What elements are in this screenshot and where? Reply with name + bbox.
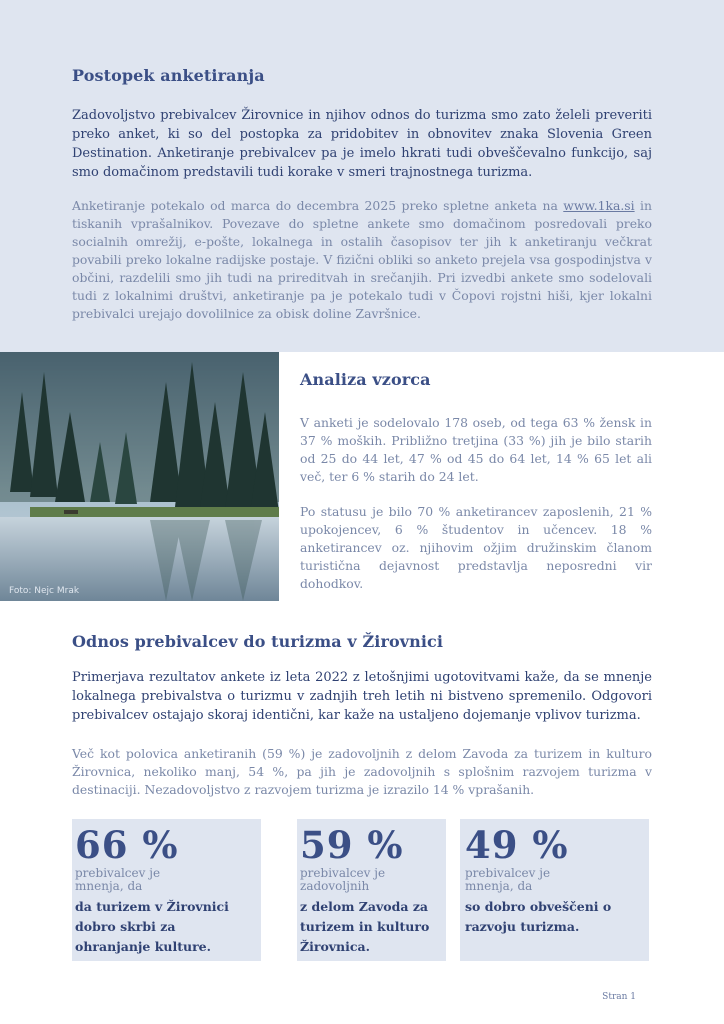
stat-value: 49 % — [465, 823, 569, 867]
stat-value: 59 % — [300, 823, 404, 867]
lake-forest-image — [0, 352, 279, 601]
method-text-before: Anketiranje potekalo od marca do decembra 2025 preko spletne anketa na — [72, 198, 564, 213]
stat-subtitle: prebivalcev je mnenja, da — [465, 866, 551, 893]
stat-card-zavod — [297, 819, 446, 961]
section-title-analiza: Analiza vzorca — [300, 370, 431, 389]
lake-photo — [0, 352, 279, 601]
stat-subtitle: prebivalcev je mnenja, da — [75, 866, 161, 893]
photo-credit: Foto: Nejc Mrak — [9, 586, 80, 596]
stat-card-culture — [72, 819, 261, 961]
method-paragraph — [72, 197, 652, 323]
satisfaction-paragraph: Več kot polovica anketiranih (59 %) je zadovoljnih z delom Zavoda za turizem in kulturo Žirovnica, nekoliko manj, 54 %, pa jih je zadovoljnih s splošnim razvojem turizma v destinaciji. Nezadovoljstvo z razvojem turizma je izrazilo 14 % vprašanih. — [72, 746, 652, 797]
stat-card-information — [460, 819, 649, 961]
comparison-paragraph: Primerjava rezultatov ankete iz leta 2022 z letošnjimi ugotovitvami kaže, da se mnenje lokalnega prebivalstva o turizmu v zadnjih treh letih ni bistveno spremenilo. Odgovori prebivalcev ostajajo skoraj identični, kar kaže na ustaljeno dojemanje vplivov turizma. — [72, 670, 652, 723]
section-title-postopek: Postopek anketiranja — [72, 66, 265, 85]
page-number: Stran 1 — [602, 992, 636, 1002]
intro-paragraph: Zadovoljstvo prebivalcev Žirovnice in njihov odnos do turizma smo zato želeli preveriti preko anket, ki so del postopka za pridobitev in obnovitev znaka Slovenia Green Destination. Anketiranje prebivalcev pa je imelo hkrati tudi obveščevalno funkcijo, saj smo domačinom predstavili tudi korake v smeri trajnostnega turizma. — [72, 108, 652, 180]
sample-paragraph-1: V anketi je sodelovalo 178 oseb, od tega 63 % žensk in 37 % moških. Približno tretjina (33 %) jih je bilo starih od 25 do 44 let, 47 % od 45 do 64 let, 14 % 65 let ali več, ter 6 % starih do 24 let. — [300, 415, 652, 484]
stat-statement: da turizem v Žirovnici dobro skrbi za ohranjanje kulture. — [75, 899, 229, 954]
stat-value: 66 % — [75, 823, 179, 867]
stat-statement: so dobro obveščeni o razvoju turizma. — [465, 899, 612, 934]
survey-link[interactable]: www.1ka.si — [563, 198, 635, 213]
section-title-odnos: Odnos prebivalcev do turizma v Žirovnici — [72, 632, 444, 651]
sample-paragraph-2: Po statusu je bilo 70 % anketirancev zaposlenih, 21 % upokojencev, 6 % študentov in učencev. 18 % anketirancev oz. njihovim ožjim družinskim članom turistična dejavnost predstavlja neposredni vir dohodkov. — [300, 504, 652, 591]
stat-subtitle: prebivalcev je zadovoljnih — [300, 866, 386, 893]
method-text-after: in tiskanih vprašalnikov. Povezave do spletne ankete smo domačinom posredovali preko socialnih omrežij, e-pošte, lokalnega in ostalih časopisov ter jih k anketiranju večkrat povabili preko lokalne radijske postaje. V fizični obliki so anketo prejela vsa gospodinjstva v občini, razdelili smo jih tudi na prireditvah in srečanjih. Pri izvedbi ankete smo sodelovali tudi z lokalnimi društvi, anketiranje pa je potekalo tudi v Čopovi rojstni hiši, kjer lokalni prebivalci urejajo dovolilnice za obisk doline Završnice. — [72, 198, 652, 321]
stat-statement: z delom Zavoda za turizem in kulturo Žirovnica. — [300, 899, 430, 954]
